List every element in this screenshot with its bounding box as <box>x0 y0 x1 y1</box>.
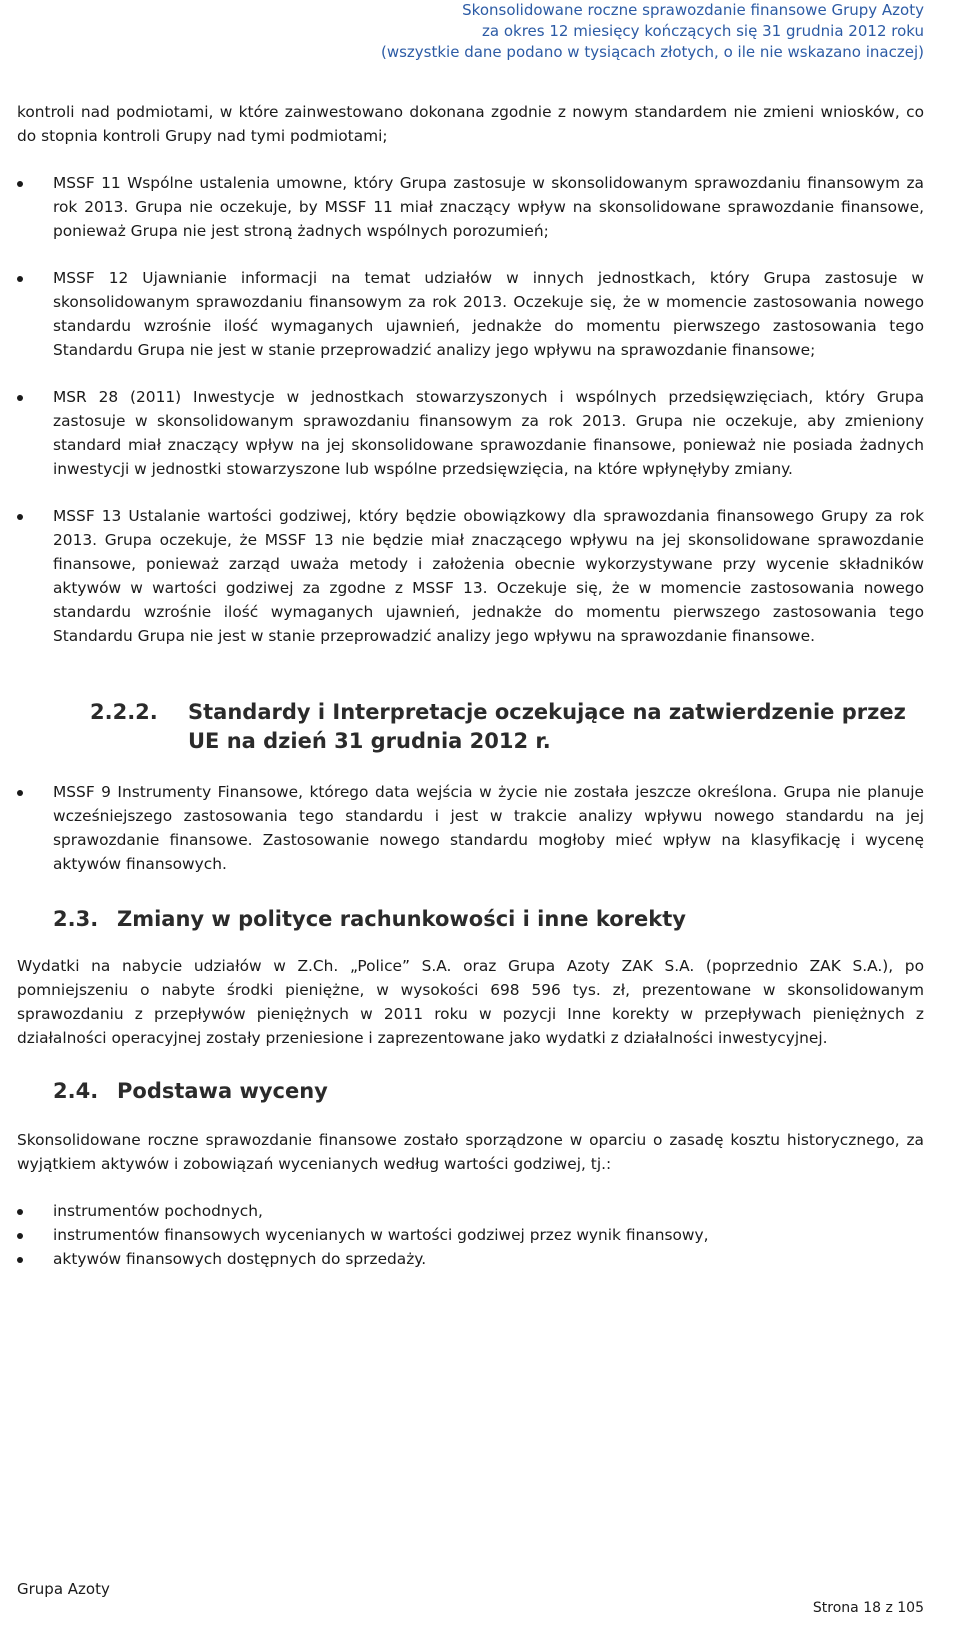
footer-company: Grupa Azoty <box>17 1580 110 1598</box>
section-heading-2-4 <box>53 1076 924 1106</box>
bullet-icon <box>17 1209 23 1215</box>
bullet-icon <box>17 1233 23 1239</box>
page-number: Strona 18 z 105 <box>812 1600 924 1616</box>
list-item-text: aktywów finansowych dostępnych do sprzedaży. <box>53 1250 427 1268</box>
intro-paragraph: kontroli nad podmiotami, w które zainwestowano dokonana zgodnie z nowym standardem nie zmieni wniosków, co do stopnia kontroli Grupy nad tymi podmiotami; <box>17 103 924 145</box>
list-item-text: MSSF 12 Ujawnianie informacji na temat udziałów w innych jednostkach, który Grupa zastosuje w skonsolidowanym sprawozdaniu finansowym za rok 2013. Oczekuje się, że w momencie zastosowania nowego standardu wzrośnie ilość wymaganych ujawnień, jednakże do momentu pierwszego zastosowania tego Standardu Grupa nie jest w stanie przeprowadzić analizy jego wpływu na sprawozdanie finansowe; <box>53 269 924 359</box>
list-item <box>17 504 924 648</box>
section-paragraph: Wydatki na nabycie udziałów w Z.Ch. „Police” S.A. oraz Grupa Azoty ZAK S.A. (poprzednio ZAK S.A.), po pomniejszeniu o nabyte środki pieniężne, w wysokości 698 596 tys. zł, prezentowane w skonsolidowanym sprawozdaniu z przepływów pieniężnych w 2011 roku w pozycji Inne korekty w przepływach pieniężnych z działalności operacyjnej zostały przeniesione i zaprezentowane jako wydatki z działalności inwestycyjnej. <box>17 957 924 1047</box>
header-title: Skonsolidowane roczne sprawozdanie finansowe Grupy Azoty <box>462 1 924 19</box>
list-item-text: MSR 28 (2011) Inwestycje w jednostkach stowarzyszonych i wspólnych przedsięwzięciach, który Grupa zastosuje w skonsolidowanym sprawozdaniu finansowym za rok 2013. Grupa nie oczekuje, aby zmieniony standard miał znaczący wpływ na jej skonsolidowane sprawozdanie finansowe, ponieważ nie posiada żadnych inwestycji w jednostki stowarzyszone lub wspólne przedsięwzięcia, na które wpłynęłyby zmiany. <box>53 388 924 478</box>
page-header <box>124 0 924 63</box>
list-item <box>17 1223 924 1247</box>
document-body <box>17 100 924 1271</box>
list-item <box>17 1199 924 1223</box>
header-period: za okres 12 miesięcy kończących się 31 grudnia 2012 roku <box>482 22 924 40</box>
section-title: Podstawa wyceny <box>117 1079 328 1103</box>
section-number: 2.2.2. <box>90 700 158 724</box>
list-item-text: MSSF 9 Instrumenty Finansowe, którego data wejścia w życie nie została jeszcze określona. Grupa nie planuje wcześniejszego zastosowania tego standardu i jest w trakcie analizy wpływu nowego standardu na jej sprawozdanie finansowe. Zastosowanie nowego standardu mogłoby mieć wpływ na klasyfikację i wycenę aktywów finansowych. <box>53 783 924 873</box>
list-item <box>17 1247 924 1271</box>
list-item-text: MSSF 11 Wspólne ustalenia umowne, który Grupa zastosuje w skonsolidowanym sprawozdaniu finansowym za rok 2013. Grupa nie oczekuje, by MSSF 11 miał znaczący wpływ na skonsolidowane sprawozdanie finansowe, ponieważ Grupa nie jest stroną żadnych wspólnych porozumień; <box>53 174 924 240</box>
bullet-icon <box>17 395 23 401</box>
section-title: Standardy i Interpretacje oczekujące na zatwierdzenie przez UE na dzień 31 grudnia 2012 r. <box>188 700 906 753</box>
list-item <box>17 780 924 876</box>
list-item-text: instrumentów finansowych wycenianych w wartości godziwej przez wynik finansowy, <box>53 1226 709 1244</box>
section-number: 2.3. <box>53 907 99 931</box>
list-item <box>17 171 924 243</box>
bullet-icon <box>17 514 23 520</box>
bullet-icon <box>17 276 23 282</box>
list-item-text: MSSF 13 Ustalanie wartości godziwej, który będzie obowiązkowy dla sprawozdania finansowego Grupy za rok 2013. Grupa oczekuje, że MSSF 13 nie będzie miał znaczącego wpływu na jej skonsolidowane sprawozdanie finansowe, ponieważ zarząd uważa metody i założenia obecnie wykorzystywane przy wycenie składników aktywów w wartości godziwej za zgodne z MSSF 13. Oczekuje się, że w momencie zastosowania nowego standardu wzrośnie ilość wymaganych ujawnień, jednakże do momentu pierwszego zastosowania tego Standardu Grupa nie jest w stanie przeprowadzić analizy jego wpływu na sprawozdanie finansowe. <box>53 507 924 645</box>
section-heading-2-2-2 <box>90 698 924 756</box>
section-heading-2-3 <box>53 904 924 934</box>
list-item <box>17 266 924 362</box>
bullet-icon <box>17 790 23 796</box>
section-number: 2.4. <box>53 1079 99 1103</box>
bullet-icon <box>17 181 23 187</box>
header-note: (wszystkie dane podano w tysiącach złotych, o ile nie wskazano inaczej) <box>380 43 924 61</box>
list-item-text: instrumentów pochodnych, <box>53 1202 263 1220</box>
section-paragraph: Skonsolidowane roczne sprawozdanie finansowe zostało sporządzone w oparciu o zasadę kosztu historycznego, za wyjątkiem aktywów i zobowiązań wycenianych według wartości godziwej, tj.: <box>17 1131 924 1173</box>
section-title: Zmiany w polityce rachunkowości i inne korekty <box>117 907 686 931</box>
bullet-icon <box>17 1257 23 1263</box>
list-item <box>17 385 924 481</box>
